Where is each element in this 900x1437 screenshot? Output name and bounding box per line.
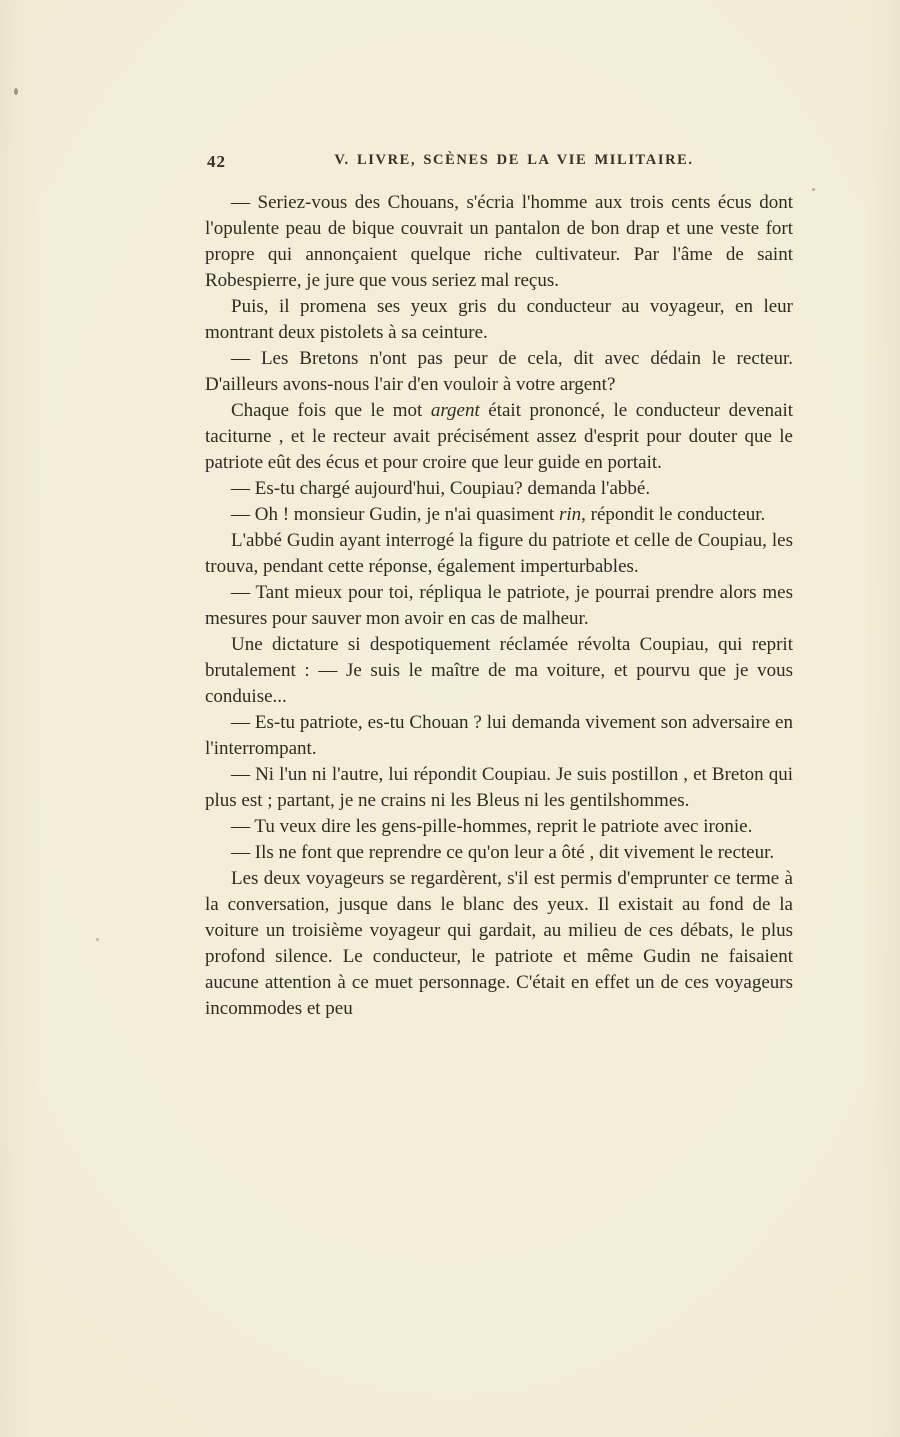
scan-speck: [96, 938, 99, 941]
paragraph: [205, 398, 793, 476]
paragraph: [205, 528, 793, 580]
text-segment: était prononcé, le conducteur devenait taciturne , et le recteur avait précisément assez d'esprit pour douter que le patriote eût des écus et pour croire que leur guide en portait.: [205, 400, 793, 473]
paragraph: [205, 346, 793, 398]
paragraph: [205, 710, 793, 762]
paragraph: [205, 762, 793, 814]
text-segment: — Es-tu patriote, es-tu Chouan ? lui demanda vivement son adversaire en l'interrompant.: [205, 712, 793, 759]
text-segment: — Les Bretons n'ont pas peur de cela, dit avec dédain le recteur. D'ailleurs avons-nous l'air d'en vouloir à votre argent?: [205, 348, 793, 395]
text-segment: , répondit le conducteur.: [581, 504, 766, 525]
text-segment: — Seriez-vous des Chouans, s'écria l'homme aux trois cents écus dont l'opulente peau de bique couvrait un pantalon de bon drap et une veste fort propre qui annonçaient quelque riche cultivateur. Par l'âme de saint Robespierre, je jure que vous seriez mal reçus.: [205, 192, 793, 291]
paragraph: [205, 840, 793, 866]
scan-speck: [14, 88, 18, 95]
text-segment: — Tant mieux pour toi, répliqua le patriote, je pourrai prendre alors mes mesures pour sauver mon avoir en cas de malheur.: [205, 582, 793, 629]
paragraph: [205, 476, 793, 502]
scan-speck: [812, 188, 815, 191]
page-content: [205, 152, 793, 1022]
paragraph: [205, 632, 793, 710]
running-title: V. LIVRE, SCÈNES DE LA VIE MILITAIRE.: [334, 152, 694, 168]
text-segment: — Es-tu chargé aujourd'hui, Coupiau? demanda l'abbé.: [231, 478, 651, 499]
text-segment: Une dictature si despotiquement réclamée révolta Coupiau, qui reprit brutalement : — Je suis le maître de ma voiture, et pourvu que je vous conduise...: [205, 634, 793, 707]
page-number: 42: [207, 152, 226, 171]
text-segment: — Tu veux dire les gens-pille-hommes, reprit le patriote avec ironie.: [231, 816, 753, 837]
italic-text-segment: rin: [558, 504, 582, 525]
text-segment: — Ni l'un ni l'autre, lui répondit Coupiau. Je suis postillon , et Breton qui plus est ; partant, je ne crains ni les Bleus ni les gentilshommes.: [205, 764, 793, 811]
paragraph: [205, 580, 793, 632]
text-segment: — Ils ne font que reprendre ce qu'on leur a ôté , dit vivement le recteur.: [231, 842, 775, 863]
paragraph: [205, 190, 793, 294]
text-segment: Les deux voyageurs se regardèrent, s'il est permis d'emprunter ce terme à la conversation, jusque dans le blanc des yeux. Il existait au fond de la voiture un troisième voyageur qui gardait, au milieu de ces débats, le plus profond silence. Le conducteur, le patriote et même Gudin ne faisaient aucune attention à ce muet personnage. C'était en effet un de ces voyageurs incommodes et peu: [205, 868, 793, 1019]
paragraph: [205, 294, 793, 346]
page-header: [205, 152, 793, 174]
paragraph: [205, 814, 793, 840]
text-block: [205, 190, 793, 1022]
text-segment: L'abbé Gudin ayant interrogé la figure du patriote et celle de Coupiau, les trouva, pendant cette réponse, également imperturbables.: [205, 530, 793, 577]
paragraph: [205, 502, 793, 528]
text-segment: Puis, il promena ses yeux gris du conducteur au voyageur, en leur montrant deux pistolets à sa ceinture.: [205, 296, 793, 343]
text-segment: — Oh ! monsieur Gudin, je n'ai quasiment: [231, 504, 559, 525]
text-segment: Chaque fois que le mot: [231, 400, 431, 421]
italic-text-segment: argent: [430, 400, 480, 421]
paragraph: [205, 866, 793, 1022]
